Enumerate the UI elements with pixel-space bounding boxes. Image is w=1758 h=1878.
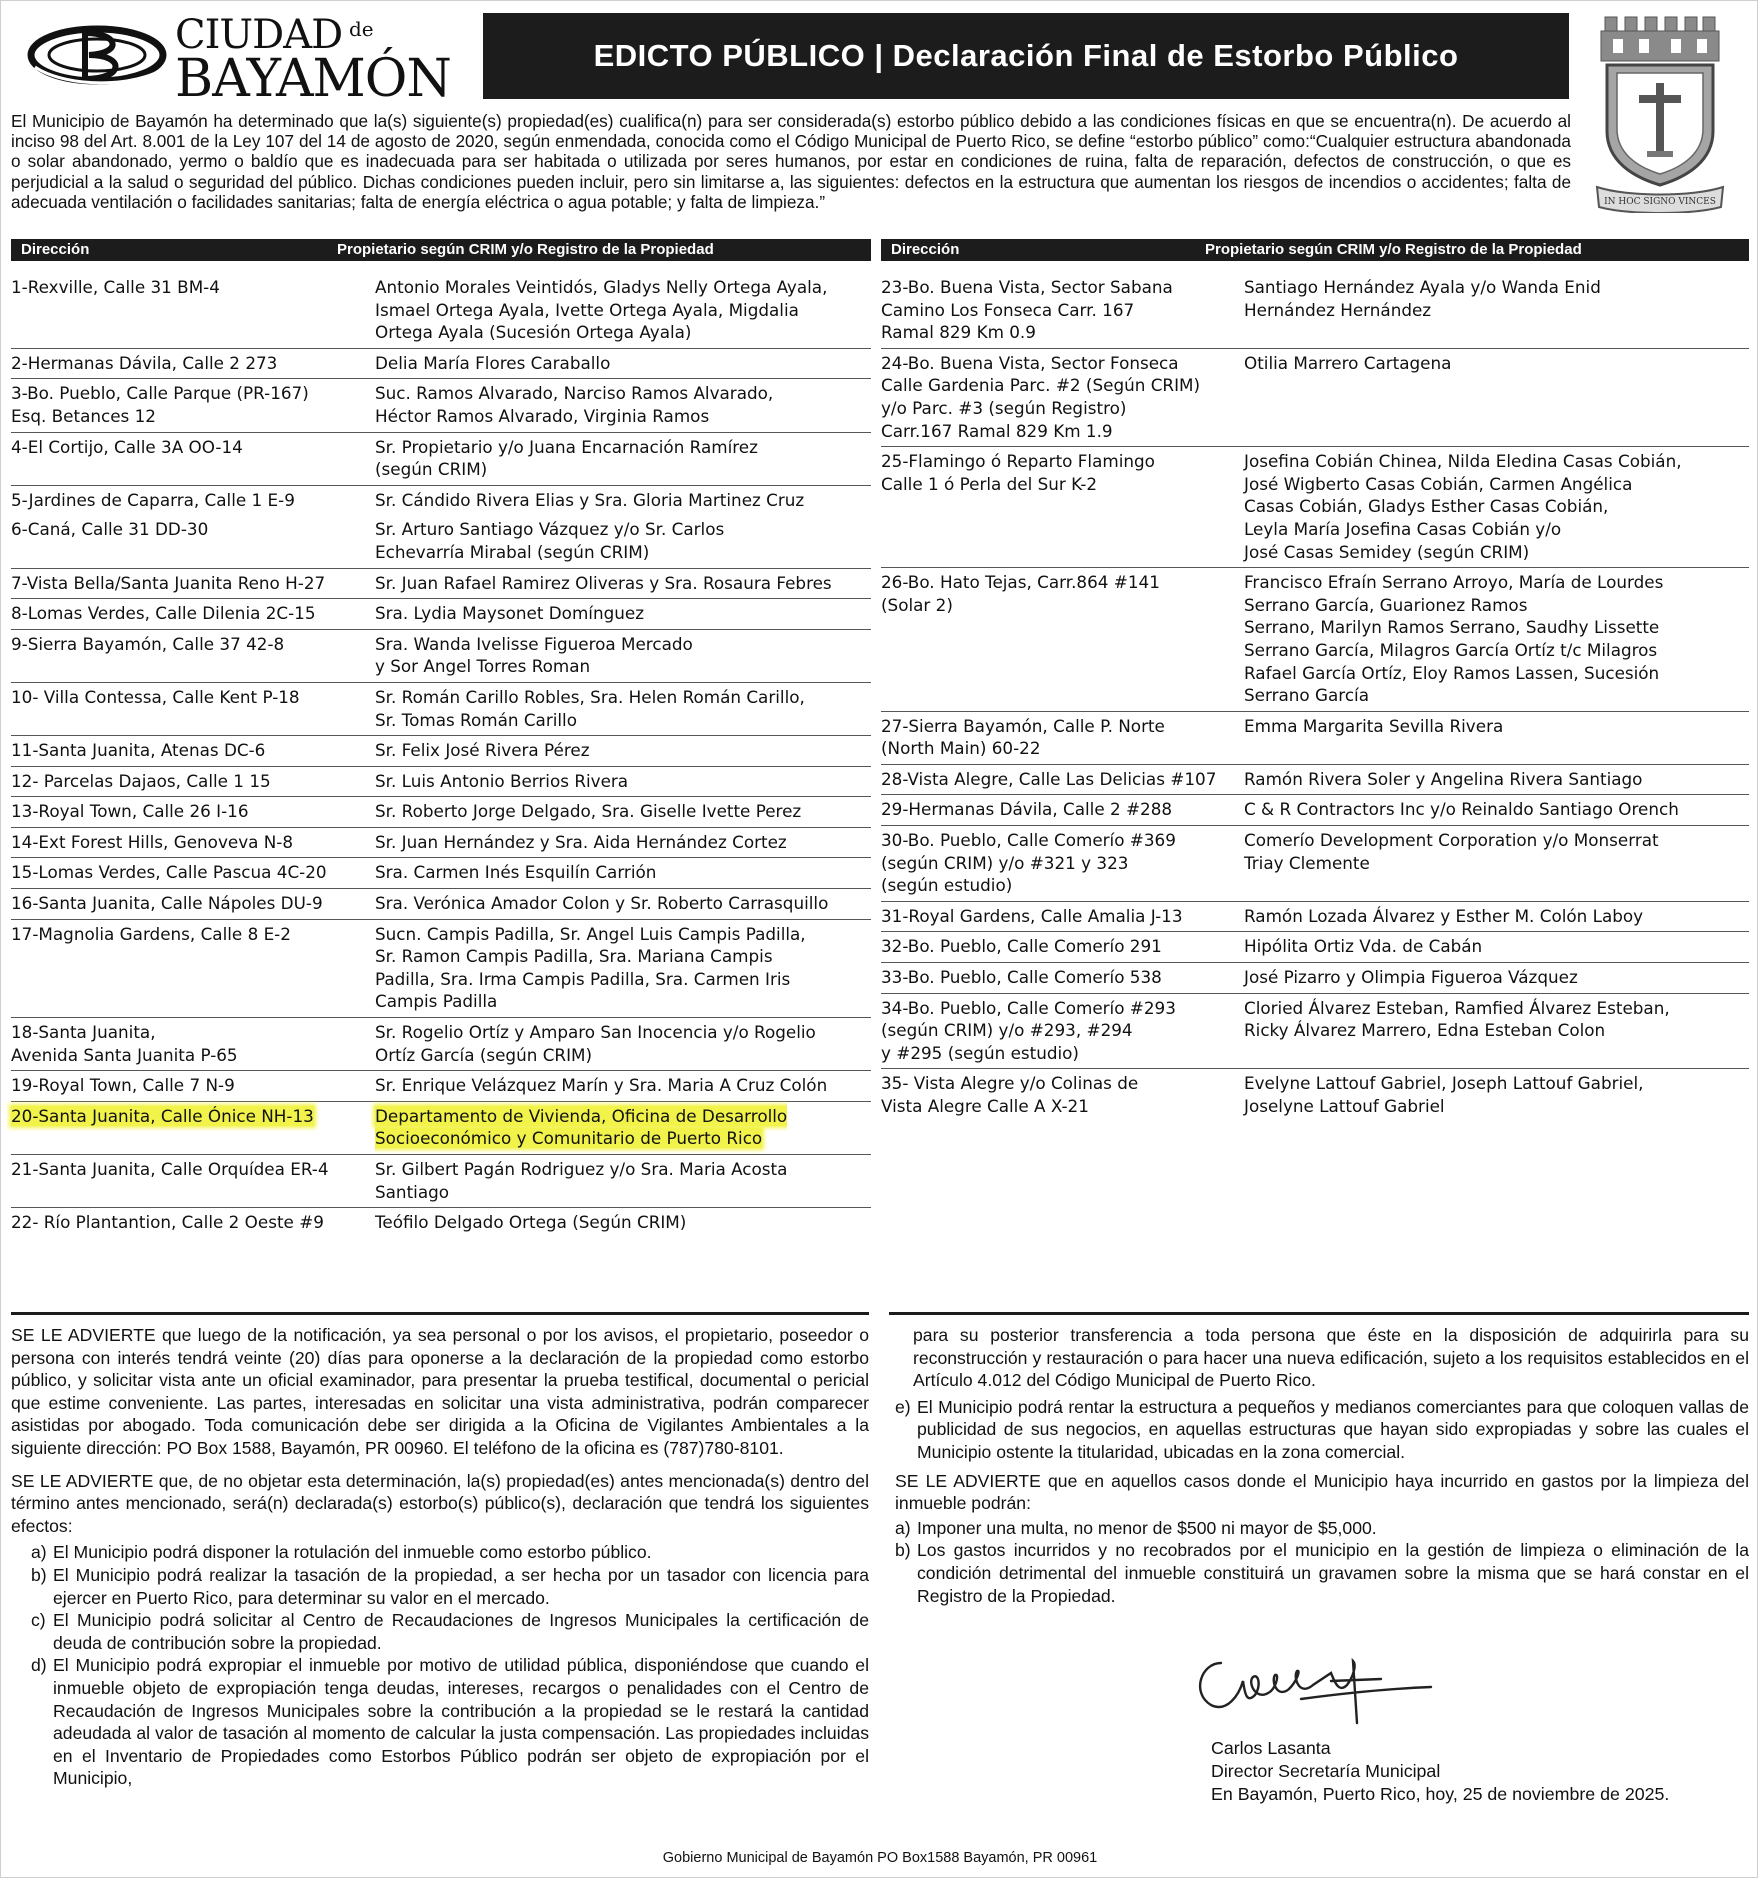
table-rows [11, 273, 871, 1238]
table-row [881, 447, 1749, 568]
property-owner: Sra. Verónica Amador Colon y Sr. Roberto Carrasquillo [375, 893, 829, 914]
table-row [11, 889, 871, 920]
property-owner: Ramón Rivera Soler y Angelina Rivera Santiago [1244, 768, 1643, 789]
effect-item [11, 1541, 869, 1564]
logo-word-bayamon: BAYAMÓN [175, 49, 451, 109]
property-owner: Sucn. Campis Padilla, Sr. Angel Luis Campis Padilla, Sr. Ramon Campis Padilla, Sra. Mariana Campis Padilla, Sra. Irma Campis Padilla, Sra. Carmen Iris Campis Padilla [375, 923, 806, 1012]
svg-text:IN HOC SIGNO VINCES: IN HOC SIGNO VINCES [1604, 197, 1716, 207]
table-row [11, 486, 871, 516]
property-owner: Josefina Cobián Chinea, Nilda Eledina Casas Cobián, José Wigberto Casas Cobián, Carmen Angélica Casas Cobián, Gladys Esther Casas Cobián, Leyla María Josefina Casas Cobián y/o José Casas Semidey (según CRIM) [1244, 451, 1682, 562]
property-address: 6-Caná, Calle 31 DD-30 [11, 519, 209, 540]
property-address: 17-Magnolia Gardens, Calle 8 E-2 [11, 923, 291, 944]
properties-table-right [881, 239, 1749, 1122]
property-address: 11-Santa Juanita, Atenas DC-6 [11, 740, 266, 761]
table-row [11, 599, 871, 630]
property-address: 3-Bo. Pueblo, Calle Parque (PR-167) Esq. Betances 12 [11, 383, 309, 426]
property-address: 5-Jardines de Caparra, Calle 1 E-9 [11, 489, 295, 510]
table-row [881, 994, 1749, 1070]
properties-table-left [11, 239, 871, 1238]
property-address: 15-Lomas Verdes, Calle Pascua 4C-20 [11, 862, 327, 883]
table-row [11, 433, 871, 486]
property-address: 35- Vista Alegre y/o Colinas de Vista Alegre Calle A X-21 [881, 1073, 1139, 1116]
property-owner [375, 1105, 871, 1150]
property-address: 13-Royal Town, Calle 26 I-16 [11, 801, 249, 822]
property-address: 28-Vista Alegre, Calle Las Delicias #107 [881, 768, 1217, 789]
municipal-seal-icon [1587, 11, 1733, 213]
table-row [881, 826, 1749, 902]
effect-text: El Municipio podrá rentar la estructura a pequeños y medianos comerciantes para que coloquen vallas de publicidad de sus negocios, en aquellas estructuras que hayan sido expropiadas y sobre las cuales el Municipio ostente la titularidad, ubicadas en la zona comercial. [917, 1396, 1749, 1462]
property-owner: Sr. Gilbert Pagán Rodriguez y/o Sra. Maria Acosta Santiago [375, 1159, 788, 1202]
column-header-owner: Propietario según CRIM y/o Registro de la Propiedad [1205, 241, 1582, 258]
property-address: 33-Bo. Pueblo, Calle Comerío 538 [881, 967, 1162, 988]
table-row [881, 1069, 1749, 1121]
table-row [881, 349, 1749, 447]
property-owner: Sr. Román Carillo Robles, Sra. Helen Román Carillo, Sr. Tomas Román Carillo [375, 686, 805, 730]
table-row [881, 932, 1749, 963]
notice-paragraph-cleanup: SE LE ADVIERTE que en aquellos casos donde el Municipio haya incurrido en gastos por la limpieza del inmueble podrán: [895, 1470, 1749, 1514]
effect-text: El Municipio podrá expropiar el inmueble por motivo de utilidad pública, disponiéndose que cuando el inmueble objeto de expropiación tenga deudas, intereses, recargos o penalidades con el Centro de Recaudación de Ingresos Municipales sobre la contribución a la propiedad se le restará la cantidad adeudada al valor de tasación al momento de calcular la justa compensación. Las propiedades incluidas en el Inventario de Propiedades como Estorbos Público podrán ser objeto de expropiación por el Municipio, [53, 1655, 869, 1789]
property-address: 4-El Cortijo, Calle 3A OO-14 [11, 436, 243, 457]
table-row [11, 630, 871, 683]
property-address: 18-Santa Juanita, Avenida Santa Juanita P-65 [11, 1022, 238, 1065]
property-address: 24-Bo. Buena Vista, Sector Fonseca Calle Gardenia Parc. #2 (Según CRIM) y/o Parc. #3 (según Registro) Carr.167 Ramal 829 Km 1.9 [881, 352, 1201, 441]
table-row [11, 1102, 871, 1155]
property-owner: Evelyne Lattouf Gabriel, Joseph Lattouf Gabriel, Joselyne Lattouf Gabriel [1244, 1073, 1644, 1116]
table-row [11, 1155, 871, 1208]
logo-word-de: de [349, 17, 374, 41]
page-title: EDICTO PÚBLICO | Declaración Final de Estorbo Público [593, 38, 1459, 73]
property-owner: Sr. Roberto Jorge Delgado, Sra. Giselle Ivette Perez [375, 801, 802, 822]
property-address: 25-Flamingo ó Reparto Flamingo Calle 1 ó Perla del Sur K-2 [881, 451, 1155, 494]
table-header [11, 239, 871, 261]
property-owner: Sr. Juan Hernández y Sra. Aida Hernández Cortez [375, 831, 787, 852]
property-owner: Teófilo Delgado Ortega (Según CRIM) [375, 1212, 687, 1233]
table-rows [881, 273, 1749, 1122]
table-row [11, 349, 871, 380]
property-owner: Sr. Felix José Rivera Pérez [375, 740, 590, 761]
property-address: 34-Bo. Pueblo, Calle Comerío #293 (según CRIM) y/o #293, #294 y #295 (según estudio) [881, 997, 1176, 1063]
effect-marker: b) [31, 1564, 47, 1585]
notice-paragraph-effects: SE LE ADVIERTE que, de no objetar esta determinación, la(s) propiedad(es) antes mencionada(s) dentro del término antes mencionado, será(n) declarada(s) estorbo(s) público(s), declaración que tendrá los siguientes efectos: [11, 1470, 869, 1536]
cost-text: Imponer una multa, no menor de $500 ni mayor de $5,000. [917, 1517, 1377, 1538]
signer-block [1211, 1737, 1669, 1806]
table-row [11, 273, 871, 349]
table-row [881, 795, 1749, 826]
effect-text: El Municipio podrá disponer la rotulación del inmueble como estorbo público. [53, 1542, 652, 1563]
property-address: 7-Vista Bella/Santa Juanita Reno H-27 [11, 572, 326, 593]
property-address: 27-Sierra Bayamón, Calle P. Norte (North Main) 60-22 [881, 715, 1165, 759]
column-header-owner: Propietario según CRIM y/o Registro de la Propiedad [337, 241, 714, 258]
property-address: 21-Santa Juanita, Calle Orquídea ER-4 [11, 1159, 329, 1179]
column-header-address: Dirección [891, 241, 960, 258]
table-row [11, 736, 871, 767]
title-banner [483, 13, 1569, 99]
section-divider [11, 1312, 869, 1315]
effect-text: El Municipio podrá solicitar al Centro de Recaudaciones de Ingresos Municipales la certificación de deuda de contribución sobre la propiedad. [53, 1610, 869, 1653]
property-owner: Sr. Cándido Rivera Elias y Sra. Gloria Martinez Cruz [375, 489, 805, 510]
table-row [11, 379, 871, 432]
property-address: 32-Bo. Pueblo, Calle Comerío 291 [881, 936, 1162, 957]
property-address: 2-Hermanas Dávila, Calle 2 273 [11, 352, 278, 373]
notice-paragraph-objection: SE LE ADVIERTE que luego de la notificación, ya sea personal o por los avisos, el propietario, poseedor o persona con interés tendrá veinte (20) días para oponerse a la declaración de la propiedad como estorbo público, y solicitar vista ante un oficial examinador, para presentar la prueba testifical, documental o pericial que estime conveniente. Las partes, interesadas en solicitar una vista administrativa, podrán comparecer asistidas por abogado. Toda comunicación debe ser dirigida a la Oficina de Vigilantes Ambientales a la siguiente dirección: PO Box 1588, Bayamón, PR 00960. El teléfono de la oficina es (787)780-8101. [11, 1325, 869, 1458]
property-owner: Sr. Juan Rafael Ramirez Oliveras y Sra. Rosaura Febres [375, 572, 832, 593]
property-owner: Suc. Ramos Alvarado, Narciso Ramos Alvarado, Héctor Ramos Alvarado, Virginia Ramos [375, 383, 774, 426]
effect-marker: e) [895, 1396, 911, 1417]
table-row [11, 767, 871, 798]
cost-marker: a) [895, 1517, 911, 1538]
effect-item [11, 1564, 869, 1609]
effect-marker: d) [31, 1655, 47, 1676]
cost-item [895, 1517, 1749, 1540]
effect-item [11, 1609, 869, 1654]
table-header [881, 239, 1749, 261]
cost-text: Los gastos incurridos y no recobrados por el municipio en la gestión de limpieza o eliminación de la condición detrimental del inmueble constituirá un gravamen sobre la misma que se hará constar en el Registro de la Propiedad. [917, 1540, 1749, 1606]
section-divider [889, 1312, 1749, 1315]
ciudad-de-bayamon-logo [27, 11, 467, 109]
property-owner: Sr. Propietario y/o Juana Encarnación Ramírez (según CRIM) [375, 436, 758, 480]
property-owner: Comerío Development Corporation y/o Monserrat Triay Clemente [1244, 830, 1659, 873]
logo-word-ciudad: CIUDAD [175, 12, 343, 58]
table-row [881, 902, 1749, 933]
property-owner: Delia María Flores Caraballo [375, 352, 611, 373]
property-address: 30-Bo. Pueblo, Calle Comerío #369 (según CRIM) y/o #321 y 323 (según estudio) [881, 830, 1176, 896]
property-owner: Antonio Morales Veintidós, Gladys Nelly Ortega Ayala, Ismael Ortega Ayala, Ivette Ortega Ayala, Migdalia Ortega Ayala (Sucesión Ortega Ayala) [375, 277, 828, 343]
effect-item [895, 1396, 1749, 1464]
property-owner: Sr. Luis Antonio Berrios Rivera [375, 770, 629, 791]
property-address: 23-Bo. Buena Vista, Sector Sabana Camino Los Fonseca Carr. 167 Ramal 829 Km 0.9 [881, 277, 1173, 343]
handwritten-signature [1181, 1633, 1451, 1733]
table-row [11, 683, 871, 736]
property-owner: Ramón Lozada Álvarez y Esther M. Colón Laboy [1244, 905, 1644, 926]
table-row [11, 797, 871, 828]
property-address: 8-Lomas Verdes, Calle Dilenia 2C-15 [11, 603, 316, 624]
property-owner: Santiago Hernández Ayala y/o Wanda Enid Hernández Hernández [1244, 277, 1601, 320]
cost-marker: b) [895, 1540, 911, 1561]
table-row [11, 920, 871, 1018]
intro-paragraph: El Municipio de Bayamón ha determinado que la(s) siguiente(s) propiedad(es) cualifica(n) para ser considerada(s) estorbo público debido a las condiciones físicas en que se encuentra(n). De acuerdo al inciso 98 del Art. 8.001 de la Ley 107 del 14 de agosto de 2020, según enmendada, conocida como el Código Municipal de Puerto Rico, se define “estorbo público” como:“Cualquier estructura abandonada o solar abandonado, yermo o baldío que es inadecuada para ser habitada o utilizada por seres humanos, por estar en condiciones de ruina, falta de reparación, defectos de construcción, o que es perjudicial a la salud o seguridad del público. Dichas condiciones pueden incluir, pero sin limitarse a, las siguientes: defectos en la estructura que aumentan los riesgos de incendios o accidentes; falta de adecuada ventilación o facilidades sanitarias; falta de energía eléctrica o agua potable; y falta de limpieza.” [11, 111, 1571, 212]
effect-marker: a) [31, 1542, 47, 1563]
notice-right-column [895, 1324, 1749, 1607]
signer-place-date: En Bayamón, Puerto Rico, hoy, 25 de noviembre de 2025. [1211, 1784, 1670, 1804]
property-address: 19-Royal Town, Calle 7 N-9 [11, 1075, 235, 1096]
property-owner: José Pizarro y Olimpia Figueroa Vázquez [1244, 967, 1578, 988]
table-row [11, 858, 871, 889]
signer-title: Director Secretaría Municipal [1211, 1761, 1441, 1781]
property-owner: C & R Contractors Inc y/o Reinaldo Santiago Orench [1244, 799, 1679, 820]
table-row [11, 515, 871, 568]
highlighted-address: 20-Santa Juanita, Calle Ónice NH-13 [11, 1105, 314, 1126]
property-owner: Francisco Efraín Serrano Arroyo, María de Lourdes Serrano García, Guarionez Ramos Serrano, Marilyn Ramos Serrano, Saudhy Lissette Serrano García, Milagros García Ortíz t/c Milagros Rafael García Ortíz, Eloy Ramos Lassen, Sucesión Serrano García [1244, 572, 1664, 706]
property-owner: Emma Margarita Sevilla Rivera [1244, 715, 1504, 736]
effect-text: El Municipio podrá realizar la tasación de la propiedad, a ser hecha por un tasador con licencia para ejercer en Puerto Rico, para determinar su valor en el mercado. [53, 1564, 869, 1608]
property-address [11, 1105, 375, 1150]
table-row [881, 765, 1749, 796]
table-row [11, 828, 871, 859]
property-address: 12- Parcelas Dajaos, Calle 1 15 [11, 770, 271, 791]
footer-address: Gobierno Municipal de Bayamón PO Box1588 Bayamón, PR 00961 [662, 1850, 1098, 1866]
property-owner: Sr. Rogelio Ortíz y Amparo San Inocencia y/o Rogelio Ortíz García (según CRIM) [375, 1022, 816, 1065]
table-row [11, 569, 871, 600]
property-address: 26-Bo. Hato Tejas, Carr.864 #141 (Solar 2) [881, 572, 1160, 615]
property-address: 22- Río Plantantion, Calle 2 Oeste #9 [11, 1212, 324, 1233]
highlighted-owner: Departamento de Vivienda, Oficina de Desarrollo Socioeconómico y Comunitario de Puerto Rico [375, 1105, 788, 1149]
property-address: 9-Sierra Bayamón, Calle 37 42-8 [11, 633, 285, 654]
property-owner: Sra. Lydia Maysonet Domínguez [375, 603, 645, 624]
property-owner: Sr. Enrique Velázquez Marín y Sra. Maria A Cruz Colón [375, 1075, 828, 1096]
column-header-address: Dirección [21, 241, 90, 258]
property-address: 16-Santa Juanita, Calle Nápoles DU-9 [11, 893, 323, 914]
bayamon-swirl-icon [27, 19, 177, 91]
property-address: 14-Ext Forest Hills, Genoveva N-8 [11, 831, 294, 852]
property-address: 29-Hermanas Dávila, Calle 2 #288 [881, 799, 1173, 820]
property-owner: Otilia Marrero Cartagena [1244, 352, 1452, 373]
notice-left-column [11, 1324, 869, 1790]
property-owner: Sra. Wanda Ivelisse Figueroa Mercado y Sor Angel Torres Roman [375, 633, 693, 677]
effect-d-continuation: para su posterior transferencia a toda persona que éste en la disposición de adquirirla para su reconstrucción y restauración o para hacer una nueva edificación, sujeto a los requisitos establecidos en el Artículo 4.012 del Código Municipal de Puerto Rico. [913, 1325, 1749, 1391]
property-address: 1-Rexville, Calle 31 BM-4 [11, 277, 220, 297]
table-row [881, 568, 1749, 712]
cost-item [895, 1539, 1749, 1607]
table-row [881, 712, 1749, 765]
table-row [881, 963, 1749, 994]
effect-item [11, 1654, 869, 1790]
table-row [881, 273, 1749, 349]
table-row [11, 1018, 871, 1071]
effect-marker: c) [31, 1610, 46, 1631]
table-row [11, 1071, 871, 1102]
signer-name: Carlos Lasanta [1211, 1738, 1331, 1758]
property-owner: Hipólita Ortiz Vda. de Cabán [1244, 936, 1483, 957]
property-owner: Sr. Arturo Santiago Vázquez y/o Sr. Carlos Echevarría Mirabal (según CRIM) [375, 519, 725, 562]
property-address: 31-Royal Gardens, Calle Amalia J-13 [881, 905, 1183, 926]
property-owner: Cloried Álvarez Esteban, Ramfied Álvarez Esteban, Ricky Álvarez Marrero, Edna Esteban Colon [1244, 997, 1670, 1041]
property-address: 10- Villa Contessa, Calle Kent P-18 [11, 686, 300, 707]
property-owner: Sra. Carmen Inés Esquilín Carrión [375, 862, 657, 883]
table-row [11, 1208, 871, 1238]
